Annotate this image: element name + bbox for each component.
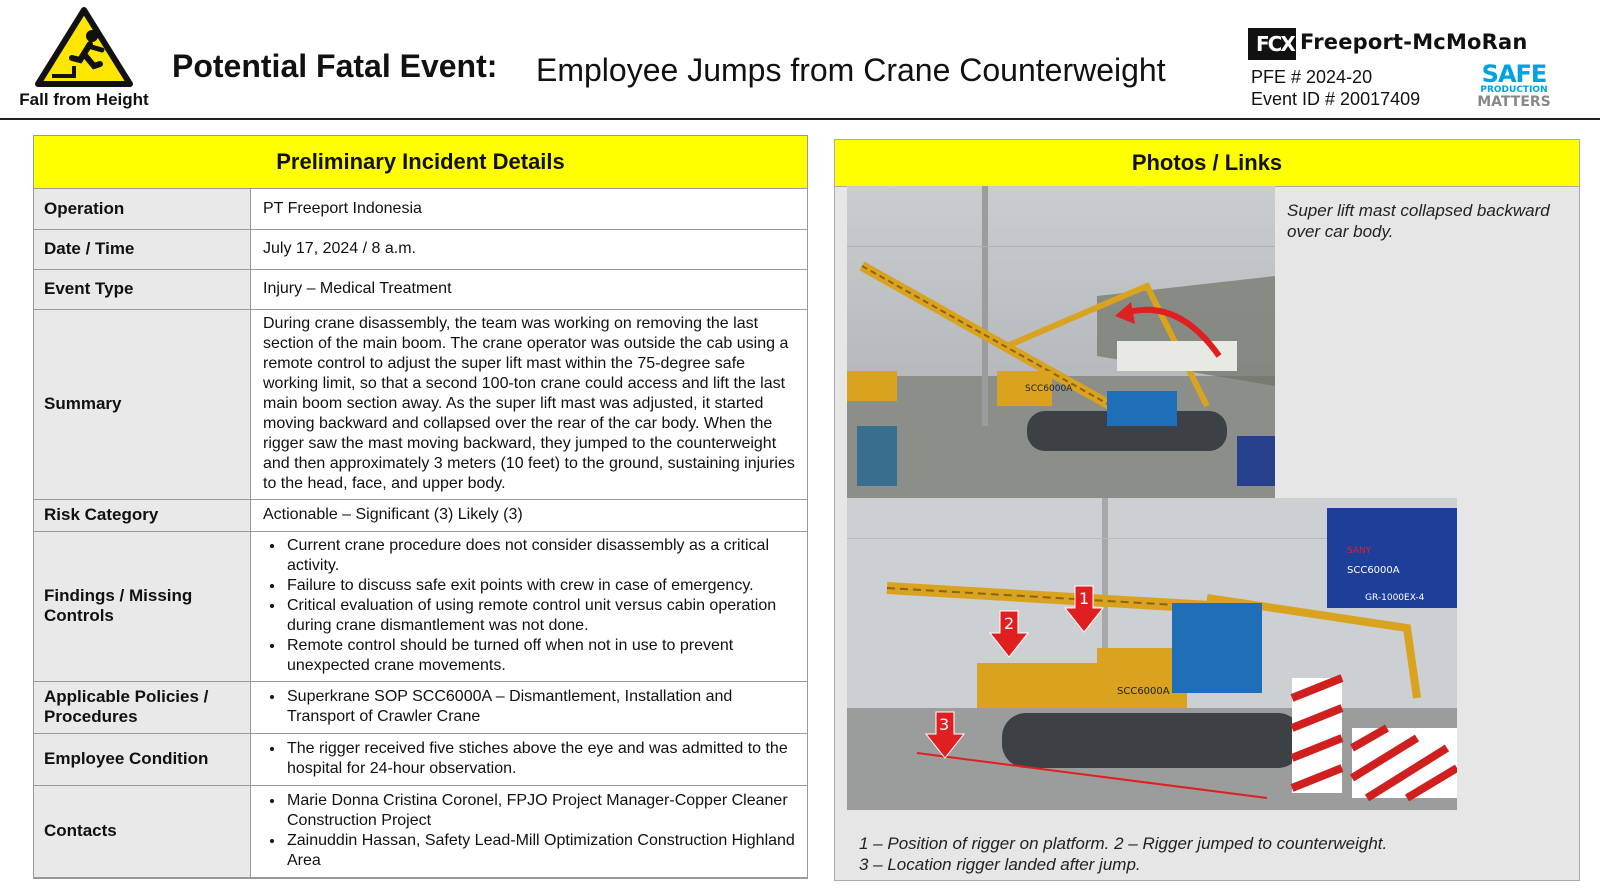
hazard-label: Fall from Height [19,90,149,109]
row-policies [34,681,807,733]
photos-heading: Photos / Links [835,140,1579,187]
header-divider [0,118,1600,120]
risk-value: Actionable – Significant (3) Likely (3) [251,499,808,531]
fall-from-height-icon [34,6,134,88]
row-operation [34,189,807,229]
row-summary [34,309,807,499]
row-datetime [34,229,807,269]
page-subtitle: Employee Jumps from Crane Counterweight [536,52,1166,88]
event-id: Event ID # 20017409 [1251,89,1421,109]
crane-markers-photo-icon [847,498,1457,810]
findings-label: Findings / Missing Controls [34,531,251,681]
page-title: Potential Fatal Event: [172,48,498,84]
list-item: • Critical evaluation of using remote control unit versus cabin operation during crane dismantlement was not done. [285,596,795,636]
contacts-label: Contacts [34,785,251,877]
condition-label: Employee Condition [34,733,251,785]
svg-text:3: 3 [939,715,950,734]
crane-label: SCC6000A [1025,384,1073,394]
event-type-label: Event Type [34,269,251,309]
crane-label: SCC6000A [1117,686,1170,697]
company-name: Freeport-McMoRan [1300,30,1528,54]
list-item: • Remote control should be turned off when not in use to prevent unexpected crane movements. [285,636,795,676]
row-event-type [34,269,807,309]
risk-label: Risk Category [34,499,251,531]
photo-collapsed-mast [847,186,1275,498]
pfe-number: PFE # 2024-20 [1251,67,1373,87]
safe-production-logo: SAFE PRODUCTION MATTERS [1477,60,1551,110]
svg-text:2: 2 [1004,614,1015,633]
row-findings [34,531,807,681]
list-item: • Superkrane SOP SCC6000A – Dismantlement, Installation and Transport of Crawler Crane [285,687,795,727]
policies-list [263,687,795,727]
contacts-list [263,791,795,871]
list-item: • Zainuddin Hassan, Safety Lead-Mill Optimization Construction Highland Area [285,831,795,871]
counterweight-label: SANY [1347,546,1372,556]
counterweight-label: SCC6000A [1347,565,1400,576]
summary-value: During crane disassembly, the team was working on removing the last section of the main boom. The crane operator was outside the cab using a remote control to adjust the super lift mast within the 75-degree safe working limit, so that a second 100-ton crane could access and lift the last main boom section away. As the super lift mast was adjusted, it started moving backward and collapsed over the rear of the car body. When the rigger saw the mast moving backward, they jumped to the counterweight and then approximately 3 meters (10 feet) to the ground, sustaining injuries to the head, face, and upper body. [251,309,808,499]
caption-line-1: 1 – Position of rigger on platform. 2 – Rigger jumped to counterweight. [859,834,1388,853]
caption-line-2: 3 – Location rigger landed after jump. [859,855,1141,874]
event-identifiers [1251,66,1420,110]
counterweight-label: GR-1000EX-4 [1365,593,1425,603]
list-item: • Failure to discuss safe exit points with crew in case of emergency. [285,576,795,596]
photo-caption-bottom [859,833,1387,875]
list-item: • Current crane procedure does not consider disassembly as a critical activity. [285,536,795,576]
photos-panel [834,139,1580,881]
findings-list [263,536,795,676]
photo-crane-markers [847,498,1457,810]
datetime-label: Date / Time [34,229,251,269]
row-condition [34,733,807,785]
row-risk [34,499,807,531]
datetime-value: July 17, 2024 / 8 a.m. [251,229,808,269]
event-type-value: Injury – Medical Treatment [251,269,808,309]
incident-details-table [34,189,807,878]
fall-hazard-badge [14,6,154,110]
company-logo [1248,26,1548,62]
row-contacts [34,785,807,877]
incident-details-panel [33,135,808,879]
summary-label: Summary [34,309,251,499]
incident-details-heading: Preliminary Incident Details [34,136,807,189]
list-item: • Marie Donna Cristina Coronel, FPJO Project Manager-Copper Cleaner Construction Project [285,791,795,831]
policies-label: Applicable Policies / Procedures [34,681,251,733]
operation-label: Operation [34,189,251,229]
svg-text:1: 1 [1079,589,1090,608]
photo-caption-top: Super lift mast collapsed backward over car body. [1287,201,1550,241]
list-item: • The rigger received five stiches above the eye and was admitted to the hospital for 24-hour observation. [285,739,795,779]
crane-collapse-photo-icon [847,186,1275,498]
fcx-logo-mark-icon: FCX [1248,28,1296,60]
condition-list [263,739,795,779]
operation-value: PT Freeport Indonesia [251,189,808,229]
